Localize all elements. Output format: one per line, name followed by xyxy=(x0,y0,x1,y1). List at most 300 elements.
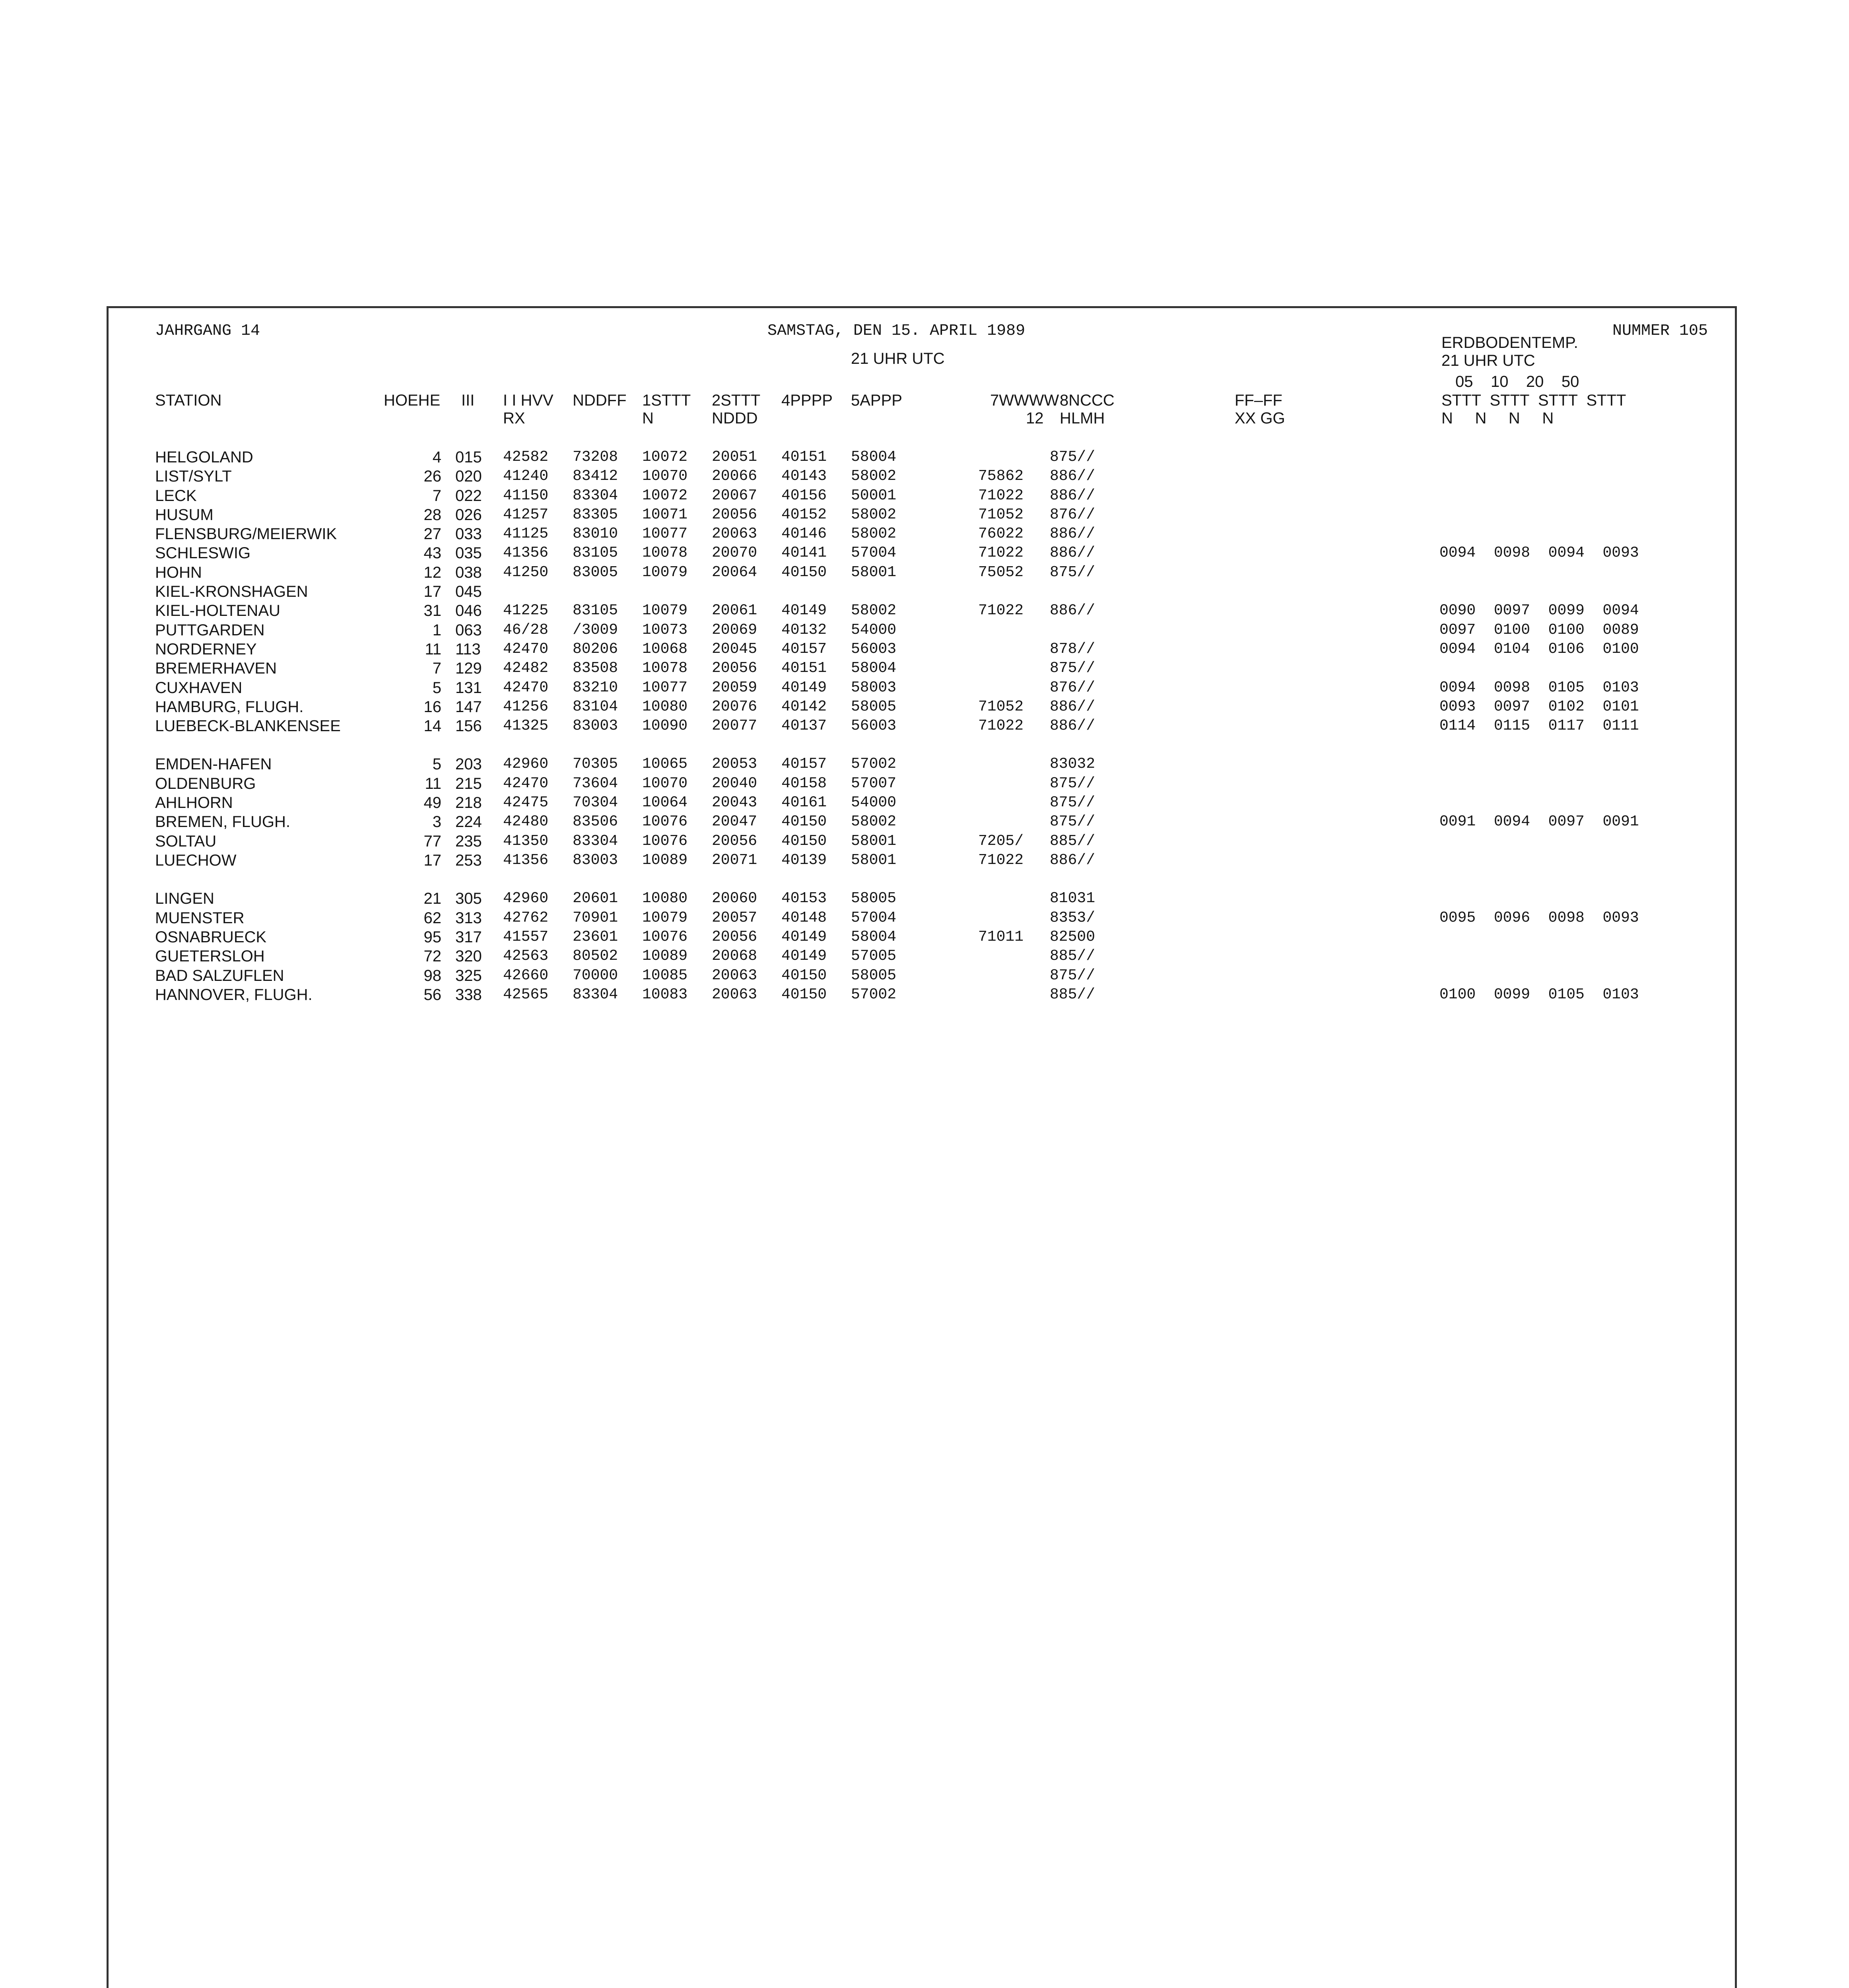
group-5: 40141 xyxy=(781,544,827,561)
group-5: 40151 xyxy=(781,448,827,466)
group-2: 83105 xyxy=(573,544,618,561)
group-5: 40143 xyxy=(781,468,827,485)
group-2: 23601 xyxy=(573,928,618,945)
station-height: 43 xyxy=(423,544,441,562)
station-id: 046 xyxy=(455,602,482,619)
station-name: HOHN xyxy=(155,564,202,581)
jahrgang-label: JAHRGANG 14 xyxy=(155,322,260,340)
station-name: PUTTGARDEN xyxy=(155,621,265,639)
group-3: 10089 xyxy=(642,852,688,869)
group-2: 83010 xyxy=(573,525,618,542)
station-id: 320 xyxy=(455,947,482,965)
group-2: 83506 xyxy=(573,813,618,830)
station-height: 72 xyxy=(423,947,441,965)
group-1: 42470 xyxy=(503,679,549,696)
group-5: 40158 xyxy=(781,775,827,792)
col-station: STATION xyxy=(155,392,222,409)
group-8: 886// xyxy=(1050,852,1095,869)
group-3: 10079 xyxy=(642,909,688,926)
group-2: 83104 xyxy=(573,698,618,715)
group-6: 58002 xyxy=(851,602,897,619)
group-3: 10085 xyxy=(642,967,688,984)
station-name: BAD SALZUFLEN xyxy=(155,967,284,984)
col-group4-a: 2STTT xyxy=(712,392,761,409)
station-height: 17 xyxy=(423,583,441,600)
table-row xyxy=(0,890,1849,909)
group-4: 20070 xyxy=(712,544,757,561)
group-1: 42470 xyxy=(503,775,549,792)
group-5: 40150 xyxy=(781,813,827,830)
group-4: 20067 xyxy=(712,487,757,504)
soil-temp-time: 21 UHR UTC xyxy=(1441,352,1535,369)
station-id: 338 xyxy=(455,986,482,1004)
group-2: 70901 xyxy=(573,909,618,926)
issue-number: NUMMER 105 xyxy=(1612,322,1708,340)
station-height: 3 xyxy=(432,813,441,831)
group-2: 70305 xyxy=(573,755,618,773)
group-5: 40150 xyxy=(781,986,827,1003)
station-name: OLDENBURG xyxy=(155,775,256,792)
group-2: 83508 xyxy=(573,660,618,677)
group-4: 20053 xyxy=(712,755,757,773)
group-6: 58004 xyxy=(851,660,897,677)
station-height: 4 xyxy=(432,448,441,466)
group-4: 20076 xyxy=(712,698,757,715)
group-5: 40137 xyxy=(781,717,827,734)
group-4: 20066 xyxy=(712,468,757,485)
station-name: EMDEN-HAFEN xyxy=(155,755,272,773)
group-5: 40142 xyxy=(781,698,827,715)
station-id: 218 xyxy=(455,794,482,812)
group-5: 40139 xyxy=(781,852,827,869)
group-6: 57002 xyxy=(851,755,897,773)
group-5: 40150 xyxy=(781,967,827,984)
group-6: 58001 xyxy=(851,564,897,581)
group-2: 83105 xyxy=(573,602,618,619)
station-id: 026 xyxy=(455,506,482,524)
station-name: HELGOLAND xyxy=(155,448,253,466)
group-4: 20056 xyxy=(712,660,757,677)
group-5: 40149 xyxy=(781,602,827,619)
group-6: 57005 xyxy=(851,947,897,965)
station-name: SOLTAU xyxy=(155,833,217,850)
group-2: 83305 xyxy=(573,506,618,523)
soil-temperatures: 0100 0099 0105 0103 xyxy=(1439,986,1639,1003)
group-4: 20056 xyxy=(712,833,757,850)
group-3: 10078 xyxy=(642,660,688,677)
group-2: 83304 xyxy=(573,833,618,850)
station-id: 045 xyxy=(455,583,482,600)
group-3: 10076 xyxy=(642,833,688,850)
group-4: 20045 xyxy=(712,641,757,658)
group-1: 41150 xyxy=(503,487,549,504)
group-8: 886// xyxy=(1050,468,1095,485)
group-6: 58001 xyxy=(851,852,897,869)
table-row xyxy=(0,813,1849,832)
station-id: 203 xyxy=(455,755,482,773)
group-8: 876// xyxy=(1050,506,1095,523)
soil-temperatures: 0094 0098 0094 0093 xyxy=(1439,544,1639,561)
group-2: 73604 xyxy=(573,775,618,792)
station-id: 063 xyxy=(455,621,482,639)
station-id: 317 xyxy=(455,928,482,946)
station-id: 035 xyxy=(455,544,482,562)
group-1: 41225 xyxy=(503,602,549,619)
group-6: 58002 xyxy=(851,525,897,542)
group-8: 875// xyxy=(1050,813,1095,830)
group-3: 10076 xyxy=(642,813,688,830)
group-1: 41125 xyxy=(503,525,549,542)
group-6: 56003 xyxy=(851,717,897,734)
soil-temp-title: ERDBODENTEMP. xyxy=(1441,334,1578,351)
group-2: 83003 xyxy=(573,717,618,734)
station-id: 156 xyxy=(455,717,482,735)
group-6: 57007 xyxy=(851,775,897,792)
group-3: 10083 xyxy=(642,986,688,1003)
col-group3-b: N xyxy=(642,410,654,427)
station-id: 129 xyxy=(455,660,482,677)
group-5: 40149 xyxy=(781,679,827,696)
group-3: 10071 xyxy=(642,506,688,523)
station-height: 77 xyxy=(423,833,441,850)
group-6: 54000 xyxy=(851,621,897,639)
group-7: 71022 xyxy=(978,717,1024,734)
group-1: 41325 xyxy=(503,717,549,734)
group-1: 41356 xyxy=(503,544,549,561)
group-2: 20601 xyxy=(573,890,618,907)
group-3: 10079 xyxy=(642,564,688,581)
station-name: LIST/SYLT xyxy=(155,468,232,485)
group-6: 58001 xyxy=(851,833,897,850)
group-1: 42470 xyxy=(503,641,549,658)
group-6: 50001 xyxy=(851,487,897,504)
table-row xyxy=(0,909,1849,928)
table-row xyxy=(0,698,1849,717)
group-4: 20063 xyxy=(712,525,757,542)
group-6: 56003 xyxy=(851,641,897,658)
group-8: 875// xyxy=(1050,967,1095,984)
station-height: 62 xyxy=(423,909,441,927)
group-8: 875// xyxy=(1050,564,1095,581)
table-row xyxy=(0,755,1849,775)
group-2: 73208 xyxy=(573,448,618,466)
col-group8-b: HLMH xyxy=(1060,410,1105,427)
station-height: 12 xyxy=(423,564,441,581)
group-7: 75052 xyxy=(978,564,1024,581)
group-5: 40132 xyxy=(781,621,827,639)
group-1: 42660 xyxy=(503,967,549,984)
station-height: 7 xyxy=(432,487,441,505)
group-1: 41356 xyxy=(503,852,549,869)
station-name: SCHLESWIG xyxy=(155,544,251,562)
group-6: 57004 xyxy=(851,544,897,561)
station-height: 11 xyxy=(425,775,441,792)
station-name: GUETERSLOH xyxy=(155,947,265,965)
col-group2: NDDFF xyxy=(573,392,627,409)
group-6: 58005 xyxy=(851,698,897,715)
group-3: 10072 xyxy=(642,448,688,466)
table-row xyxy=(0,967,1849,986)
group-4: 20064 xyxy=(712,564,757,581)
col-group9-a: FF–FF xyxy=(1235,392,1282,409)
group-8: 886// xyxy=(1050,698,1095,715)
group-3: 10070 xyxy=(642,468,688,485)
station-name: BREMEN, FLUGH. xyxy=(155,813,291,831)
group-2: 83003 xyxy=(573,852,618,869)
station-name: NORDERNEY xyxy=(155,641,257,658)
group-1: 42960 xyxy=(503,755,549,773)
group-8: 875// xyxy=(1050,660,1095,677)
table-row xyxy=(0,928,1849,947)
group-8: 876// xyxy=(1050,679,1095,696)
station-id: 325 xyxy=(455,967,482,984)
group-8: 885// xyxy=(1050,833,1095,850)
group-7: 71022 xyxy=(978,487,1024,504)
station-height: 11 xyxy=(425,641,441,658)
station-id: 033 xyxy=(455,525,482,543)
table-row xyxy=(0,794,1849,813)
col-hoehe: HOEHE xyxy=(384,392,441,409)
station-height: 5 xyxy=(432,755,441,773)
group-3: 10064 xyxy=(642,794,688,811)
group-8: 886// xyxy=(1050,525,1095,542)
soil-temperatures: 0093 0097 0102 0101 xyxy=(1439,698,1639,715)
group-3: 10077 xyxy=(642,525,688,542)
group-1: 42565 xyxy=(503,986,549,1003)
group-6: 58003 xyxy=(851,679,897,696)
group-2: 83412 xyxy=(573,468,618,485)
group-2: 80502 xyxy=(573,947,618,965)
station-height: 7 xyxy=(432,660,441,677)
col-group1-b: RX xyxy=(503,410,525,427)
group-7: 75862 xyxy=(978,468,1024,485)
station-name: KIEL-KRONSHAGEN xyxy=(155,583,308,600)
col-group7-a: 7WWWW xyxy=(990,392,1059,409)
station-id: 022 xyxy=(455,487,482,505)
table-row xyxy=(0,641,1849,660)
station-height: 26 xyxy=(423,468,441,485)
group-8: 885// xyxy=(1050,986,1095,1003)
group-2: 83304 xyxy=(573,986,618,1003)
group-1: 41350 xyxy=(503,833,549,850)
station-name: BREMERHAVEN xyxy=(155,660,277,677)
group-8: 82500 xyxy=(1050,928,1095,945)
group-8: 875// xyxy=(1050,448,1095,466)
group-6: 58004 xyxy=(851,928,897,945)
group-4: 20056 xyxy=(712,928,757,945)
group-2: 80206 xyxy=(573,641,618,658)
group-7: 71011 xyxy=(978,928,1024,945)
group-1: 41240 xyxy=(503,468,549,485)
group-1: 42475 xyxy=(503,794,549,811)
station-name: HANNOVER, FLUGH. xyxy=(155,986,313,1004)
group-1: 42762 xyxy=(503,909,549,926)
group-6: 57002 xyxy=(851,986,897,1003)
col-soil-sttt: STTT STTT STTT STTT xyxy=(1441,392,1626,409)
group-7: 71022 xyxy=(978,544,1024,561)
group-8: 875// xyxy=(1050,794,1095,811)
station-height: 14 xyxy=(423,717,441,735)
group-7: 71052 xyxy=(978,698,1024,715)
group-1: 41557 xyxy=(503,928,549,945)
station-name: LECK xyxy=(155,487,197,505)
station-height: 21 xyxy=(423,890,441,907)
station-height: 98 xyxy=(423,967,441,984)
station-id: 235 xyxy=(455,833,482,850)
group-3: 10077 xyxy=(642,679,688,696)
group-1: 41256 xyxy=(503,698,549,715)
group-4: 20043 xyxy=(712,794,757,811)
group-4: 20063 xyxy=(712,986,757,1003)
group-2: /3009 xyxy=(573,621,618,639)
station-id: 224 xyxy=(455,813,482,831)
col-group1-a: I I HVV xyxy=(503,392,554,409)
table-row xyxy=(0,448,1849,468)
group-1: 42482 xyxy=(503,660,549,677)
group-8: 886// xyxy=(1050,487,1095,504)
station-id: 305 xyxy=(455,890,482,907)
station-height: 49 xyxy=(423,794,441,812)
group-8: 886// xyxy=(1050,602,1095,619)
table-row xyxy=(0,544,1849,563)
station-height: 17 xyxy=(423,852,441,869)
soil-temperatures: 0094 0104 0106 0100 xyxy=(1439,641,1639,658)
group-6: 57004 xyxy=(851,909,897,926)
group-5: 40156 xyxy=(781,487,827,504)
station-name: OSNABRUECK xyxy=(155,928,267,946)
group-8: 81031 xyxy=(1050,890,1095,907)
col-soil-n: N N N N xyxy=(1441,410,1554,427)
station-height: 16 xyxy=(423,698,441,716)
group-3: 10089 xyxy=(642,947,688,965)
station-name: LUEBECK-BLANKENSEE xyxy=(155,717,341,735)
group-4: 20061 xyxy=(712,602,757,619)
group-2: 70000 xyxy=(573,967,618,984)
time-label: 21 UHR UTC xyxy=(851,350,945,367)
group-6: 58004 xyxy=(851,448,897,466)
station-id: 020 xyxy=(455,468,482,485)
group-5: 40151 xyxy=(781,660,827,677)
group-3: 10065 xyxy=(642,755,688,773)
col-group8-a: 8NCCC xyxy=(1060,392,1115,409)
group-2: 83210 xyxy=(573,679,618,696)
soil-temperatures: 0091 0094 0097 0091 xyxy=(1439,813,1639,830)
group-5: 40149 xyxy=(781,947,827,965)
table-row xyxy=(0,717,1849,736)
table-row xyxy=(0,602,1849,621)
group-4: 20059 xyxy=(712,679,757,696)
group-8: 875// xyxy=(1050,775,1095,792)
station-name: MUENSTER xyxy=(155,909,245,927)
station-height: 27 xyxy=(423,525,441,543)
group-6: 58002 xyxy=(851,468,897,485)
table-row xyxy=(0,525,1849,544)
station-height: 1 xyxy=(432,621,441,639)
station-id: 253 xyxy=(455,852,482,869)
group-8: 885// xyxy=(1050,947,1095,965)
group-3: 10076 xyxy=(642,928,688,945)
group-7: 71052 xyxy=(978,506,1024,523)
group-1: 46/28 xyxy=(503,621,549,639)
group-3: 10079 xyxy=(642,602,688,619)
group-8: 886// xyxy=(1050,544,1095,561)
group-1: 42563 xyxy=(503,947,549,965)
group-5: 40161 xyxy=(781,794,827,811)
station-id: 113 xyxy=(455,641,481,658)
group-3: 10073 xyxy=(642,621,688,639)
group-5: 40152 xyxy=(781,506,827,523)
group-8: 886// xyxy=(1050,717,1095,734)
col-group9-b: XX GG xyxy=(1235,410,1285,427)
group-5: 40146 xyxy=(781,525,827,542)
group-4: 20056 xyxy=(712,506,757,523)
group-8: 8353/ xyxy=(1050,909,1095,926)
col-iii: III xyxy=(461,392,475,409)
col-group6: 5APPP xyxy=(851,392,902,409)
group-3: 10078 xyxy=(642,544,688,561)
station-id: 015 xyxy=(455,448,482,466)
station-id: 131 xyxy=(455,679,482,697)
table-row xyxy=(0,775,1849,794)
station-height: 28 xyxy=(423,506,441,524)
group-5: 40148 xyxy=(781,909,827,926)
col-group5: 4PPPP xyxy=(781,392,833,409)
table-row xyxy=(0,679,1849,698)
group-3: 10068 xyxy=(642,641,688,658)
station-name: AHLHORN xyxy=(155,794,233,812)
group-4: 20068 xyxy=(712,947,757,965)
table-row xyxy=(0,852,1849,871)
group-7: 76022 xyxy=(978,525,1024,542)
col-group4-b: NDDD xyxy=(712,410,758,427)
soil-temperatures: 0094 0098 0105 0103 xyxy=(1439,679,1639,696)
group-3: 10070 xyxy=(642,775,688,792)
table-row xyxy=(0,468,1849,487)
group-1: 42960 xyxy=(503,890,549,907)
group-4: 20069 xyxy=(712,621,757,639)
group-4: 20077 xyxy=(712,717,757,734)
group-3: 10072 xyxy=(642,487,688,504)
date-label: SAMSTAG, DEN 15. APRIL 1989 xyxy=(767,322,1025,340)
station-name: LUECHOW xyxy=(155,852,237,869)
group-5: 40150 xyxy=(781,564,827,581)
station-height: 56 xyxy=(423,986,441,1004)
col-group7-b: 12 xyxy=(1026,410,1044,427)
station-name: HAMBURG, FLUGH. xyxy=(155,698,304,716)
group-8: 878// xyxy=(1050,641,1095,658)
table-row xyxy=(0,506,1849,525)
station-name: HUSUM xyxy=(155,506,214,524)
group-2: 83005 xyxy=(573,564,618,581)
group-2: 70304 xyxy=(573,794,618,811)
group-6: 58002 xyxy=(851,813,897,830)
soil-temperatures: 0114 0115 0117 0111 xyxy=(1439,717,1639,734)
soil-temperatures: 0095 0096 0098 0093 xyxy=(1439,909,1639,926)
group-5: 40150 xyxy=(781,833,827,850)
group-5: 40157 xyxy=(781,641,827,658)
col-soil-depths: 05 10 20 50 xyxy=(1455,373,1579,390)
group-7: 71022 xyxy=(978,852,1024,869)
group-8: 83032 xyxy=(1050,755,1095,773)
station-id: 215 xyxy=(455,775,482,792)
group-5: 40153 xyxy=(781,890,827,907)
table-row xyxy=(0,660,1849,679)
station-name: KIEL-HOLTENAU xyxy=(155,602,280,619)
group-4: 20057 xyxy=(712,909,757,926)
group-4: 20047 xyxy=(712,813,757,830)
group-2: 83304 xyxy=(573,487,618,504)
group-3: 10080 xyxy=(642,698,688,715)
